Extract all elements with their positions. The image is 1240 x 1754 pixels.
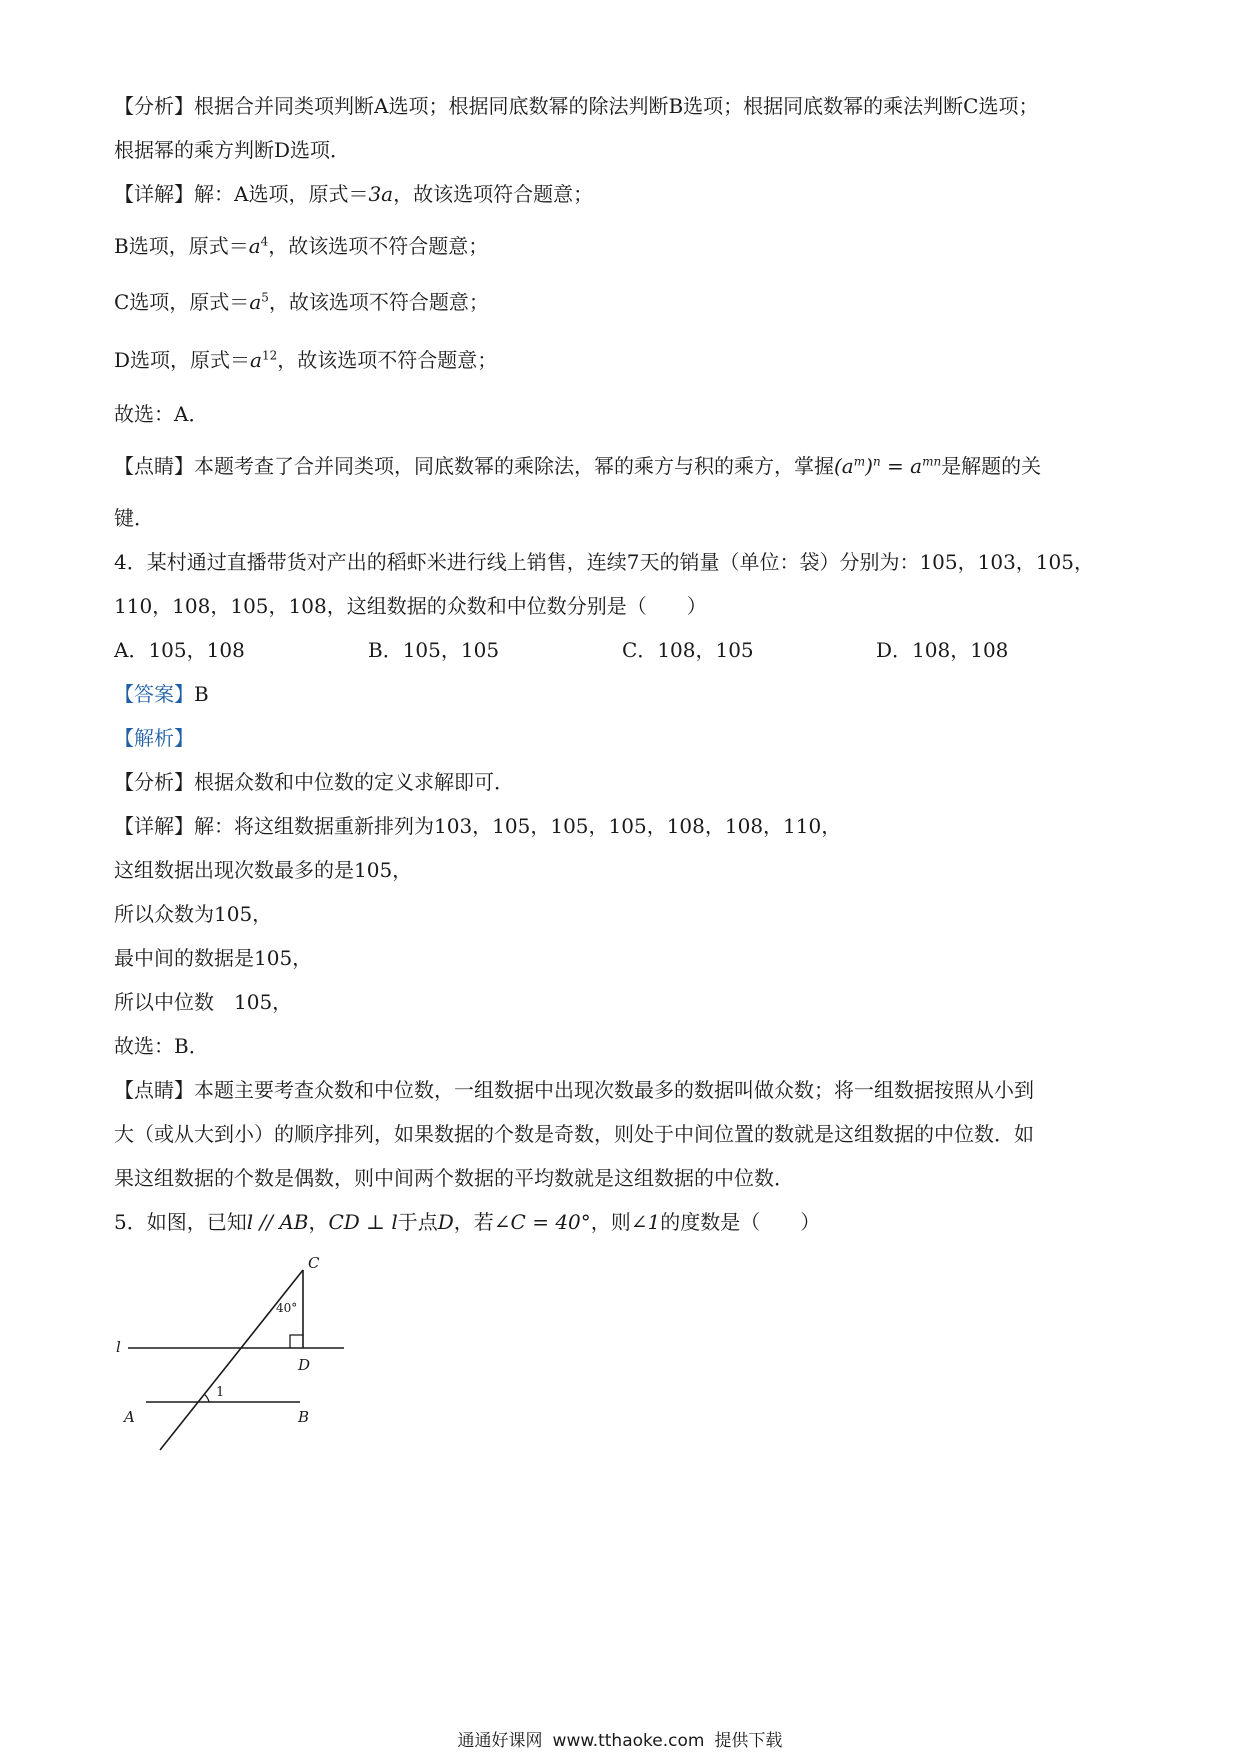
q3-d-suffix: ，故该选项不符合题意； <box>277 348 498 372</box>
q3-comment-line2: 键． <box>114 506 154 530</box>
option-text: 105，105 <box>402 638 500 662</box>
label-angle-40: 40° <box>276 1301 298 1315</box>
q3-comment-formula <box>834 454 941 478</box>
q5-sep1: ， <box>308 1210 329 1234</box>
formula-n: n <box>872 454 881 469</box>
q5-point-d: D <box>437 1210 454 1234</box>
q4-choose: 故选：B． <box>114 1034 209 1058</box>
q3-comment-suffix: 是解题的关 <box>941 454 1042 478</box>
q3-detail-suffix: ，故该选项符合题意； <box>393 182 594 206</box>
angle-1-arc <box>204 1394 209 1402</box>
q5-sep4: ，则 <box>590 1210 631 1234</box>
footer-url[interactable]: www.tthaoke.com <box>552 1731 705 1751</box>
q3-analysis-line2: 根据幂的乘方判断D选项． <box>114 138 351 162</box>
transversal-line <box>160 1270 303 1450</box>
label-c: C <box>308 1254 320 1272</box>
q4-option-c <box>622 636 754 664</box>
option-label: C． <box>622 638 658 662</box>
q4-comment-line3: 果这组数据的个数是偶数，则中间两个数据的平均数就是这组数据的中位数． <box>114 1166 794 1190</box>
q4-comment-line1: 【点睛】本题主要考查众数和中位数，一组数据中出现次数最多的数据叫做众数；将一组数据按照从小到 <box>114 1078 1034 1102</box>
label-b: B <box>298 1408 310 1426</box>
option-text: 108，108 <box>912 638 1009 662</box>
option-label: A． <box>114 638 149 662</box>
q4-stem-line2: 110，108，105，108，这组数据的众数和中位数分别是（ ） <box>114 594 707 618</box>
q3-c-suffix: ，故该选项不符合题意； <box>268 290 489 314</box>
q3-detail-a <box>114 180 593 208</box>
q3-b-suffix: ，故该选项不符合题意； <box>268 234 489 258</box>
q3-detail-d <box>114 346 497 374</box>
formula-a: (a <box>834 454 854 478</box>
q3-b-prefix: B选项，原式＝ <box>114 234 249 258</box>
q3-c-prefix: C选项，原式＝ <box>114 290 250 314</box>
q4-detail-line2: 这组数据出现次数最多的是105， <box>114 858 413 882</box>
q3-b-exp: 4 <box>260 234 269 249</box>
q4-detail-line4: 最中间的数据是105， <box>114 946 313 970</box>
formula-eq: = a <box>880 454 923 478</box>
label-1: 1 <box>216 1385 225 1400</box>
q3-comment-line1 <box>114 452 1041 480</box>
q3-d-exp: 12 <box>261 348 278 363</box>
q3-comment-prefix: 【点睛】本题考查了合并同类项，同底数幂的乘除法，幂的乘方与积的乘方，掌握 <box>114 454 834 478</box>
q3-choose: 故选：A． <box>114 402 209 426</box>
q5-sep2: 于点 <box>397 1210 438 1234</box>
q4-option-b <box>368 636 499 664</box>
q3-analysis-line1: 【分析】根据合并同类项判断A选项；根据同底数幂的除法判断B选项；根据同底数幂的乘法判断C选项； <box>114 94 1039 118</box>
q5-stem-suffix: 的度数是（ ） <box>660 1210 821 1234</box>
option-text: 105，108 <box>148 638 245 662</box>
q4-stem-line1: 4．某村通过直播带货对产出的稻虾米进行线上销售，连续7天的销量（单位：袋）分别为：105，103，105， <box>114 550 1094 574</box>
q3-d-prefix: D选项，原式＝ <box>114 348 251 372</box>
option-label: D． <box>876 638 913 662</box>
formula-mn: mn <box>922 454 942 469</box>
q4-option-d <box>876 636 1008 664</box>
answer-tag: 【答案】 <box>114 682 194 706</box>
option-text: 108，105 <box>657 638 754 662</box>
q3-b-base: a <box>248 234 261 258</box>
answer-value: B <box>194 682 209 706</box>
q5-geometry-figure <box>110 1250 370 1470</box>
q4-option-a <box>114 636 245 664</box>
q3-detail-c <box>114 288 489 316</box>
option-label: B． <box>368 638 403 662</box>
q3-d-base: a <box>250 348 262 372</box>
q5-cond-perp: CD ⊥ l <box>328 1210 398 1234</box>
q5-stem <box>114 1208 820 1236</box>
label-l: l <box>116 1338 121 1356</box>
q4-jiexi-tag: 【解析】 <box>114 726 194 750</box>
label-d: D <box>298 1356 311 1374</box>
right-angle-mark <box>290 1335 303 1348</box>
q3-detail-prefix: 【详解】解：A选项，原式＝ <box>114 182 369 206</box>
q3-c-exp: 5 <box>261 290 269 305</box>
q3-detail-expr: 3a <box>368 182 394 206</box>
q4-detail-line3: 所以众数为105， <box>114 902 273 926</box>
q4-answer <box>114 680 209 708</box>
q5-cond-parallel: l // AB <box>246 1210 309 1234</box>
q5-angle-1: ∠1 <box>630 1210 661 1234</box>
q4-detail-line1: 【详解】解：将这组数据重新排列为103，105，105，105，108，108，110， <box>114 814 842 838</box>
q3-c-base: a <box>249 290 262 314</box>
label-a: A <box>124 1408 135 1426</box>
formula-close: ) <box>865 454 873 478</box>
page-footer <box>0 1730 1240 1752</box>
q5-stem-prefix: 5．如图，已知 <box>114 1210 247 1234</box>
q4-comment-line2: 大（或从大到小）的顺序排列，如果数据的个数是奇数，则处于中间位置的数就是这组数据的中位数．如 <box>114 1122 1034 1146</box>
q3-detail-b <box>114 232 488 260</box>
q4-analysis: 【分析】根据众数和中位数的定义求解即可． <box>114 770 514 794</box>
q5-cond-angle: ∠C = 40° <box>493 1210 591 1234</box>
formula-m: m <box>853 454 866 469</box>
footer-site-name: 通通好课网 <box>457 1731 543 1751</box>
q5-sep3: ，若 <box>453 1210 494 1234</box>
q4-detail-line5: 所以中位数 105， <box>114 990 293 1014</box>
footer-note: 提供下载 <box>714 1731 783 1751</box>
